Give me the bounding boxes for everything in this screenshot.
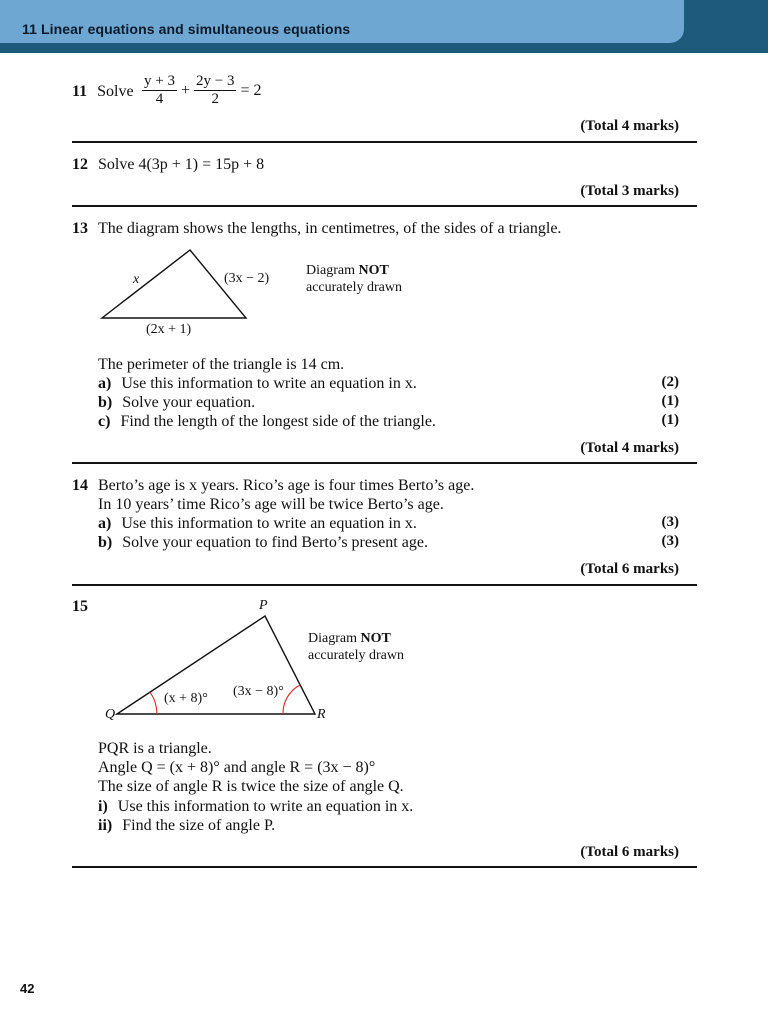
q15-line-3: The size of angle R is twice the size of angle Q. <box>98 778 404 795</box>
vertex-p-label: P <box>259 598 268 613</box>
solve-word: Solve <box>97 83 134 100</box>
question-12 <box>72 155 264 174</box>
part-text: Find the size of angle P. <box>122 817 276 834</box>
question-line-1: Berto’s age is x years. Rico’s age is four times Berto’s age. <box>98 477 475 494</box>
diagram-note-line2: accurately drawn <box>306 280 402 295</box>
q15-total-marks: (Total 6 marks) <box>580 844 679 860</box>
part-label: c) <box>98 413 111 430</box>
part-a <box>98 514 417 533</box>
question-13 <box>72 219 561 238</box>
part-label: b) <box>98 394 113 411</box>
question-number: 11 <box>72 83 88 100</box>
part-b <box>98 533 428 552</box>
question-number: 12 <box>72 156 88 173</box>
divider <box>72 584 697 586</box>
part-b-marks: (3) <box>661 533 679 549</box>
part-text: Use this information to write an equation in x. <box>121 375 417 392</box>
fraction-2-numerator: 2y − 3 <box>196 73 235 89</box>
fraction-1 <box>142 73 177 108</box>
diagram-note <box>306 262 389 279</box>
part-c <box>98 412 436 431</box>
question-14 <box>72 476 474 495</box>
part-text: Use this information to write an equation in x. <box>117 798 414 815</box>
q15-line-1: PQR is a triangle. <box>98 740 212 757</box>
q14-total-marks: (Total 6 marks) <box>580 561 679 577</box>
part-label: i) <box>98 798 108 815</box>
side-label-right: (3x − 2) <box>224 271 270 286</box>
question-text: Solve 4(3p + 1) = 15p + 8 <box>98 156 265 173</box>
part-label: a) <box>98 375 112 392</box>
vertex-r-label: R <box>317 707 326 722</box>
part-label: a) <box>98 515 112 532</box>
triangle-pqr-shape <box>117 616 315 714</box>
part-text: Use this information to write an equation in x. <box>121 515 417 532</box>
note-bold: NOT <box>358 263 389 278</box>
part-label: ii) <box>98 817 113 834</box>
chapter-title: 11 Linear equations and simultaneous equations <box>22 21 351 37</box>
fraction-2 <box>194 73 236 108</box>
note-text: Diagram <box>308 631 357 646</box>
fraction-1-denominator: 4 <box>155 91 164 107</box>
perimeter-statement: The perimeter of the triangle is 14 cm. <box>98 356 345 373</box>
plus-sign: + <box>180 82 190 99</box>
question-11 <box>72 82 134 101</box>
q11-equation <box>142 73 262 108</box>
part-text: Find the length of the longest side of the triangle. <box>120 413 436 430</box>
note-text: Diagram <box>306 263 355 278</box>
part-text: Solve your equation to find Berto’s present age. <box>122 534 428 551</box>
part-b <box>98 393 255 412</box>
divider <box>72 205 697 207</box>
part-a-marks: (2) <box>661 374 679 390</box>
q11-total-marks: (Total 4 marks) <box>580 118 679 134</box>
diagram-note <box>308 630 391 647</box>
part-c-marks: (1) <box>661 412 679 428</box>
angle-q-label: (x + 8)° <box>164 691 208 706</box>
divider <box>72 141 697 143</box>
question-intro: The diagram shows the lengths, in centimetres, of the sides of a triangle. <box>98 220 562 237</box>
vertex-q-label: Q <box>105 707 116 722</box>
part-a-marks: (3) <box>661 514 679 530</box>
part-label: b) <box>98 534 113 551</box>
part-i <box>98 797 413 816</box>
fraction-2-denominator: 2 <box>211 91 219 107</box>
diagram-note-line2: accurately drawn <box>308 648 404 663</box>
equation-rhs: = 2 <box>240 82 262 99</box>
divider <box>72 462 697 464</box>
q12-total-marks: (Total 3 marks) <box>580 183 679 199</box>
note-bold: NOT <box>360 631 391 646</box>
angle-q-arc <box>150 692 157 714</box>
q13-total-marks: (Total 4 marks) <box>580 440 679 456</box>
question-line-2: In 10 years’ time Rico’s age will be twice Berto’s age. <box>98 496 444 513</box>
divider <box>72 866 697 868</box>
question-number: 14 <box>72 477 88 494</box>
part-b-marks: (1) <box>661 393 679 409</box>
side-label-left: x <box>133 272 140 287</box>
part-ii <box>98 816 275 835</box>
question-15-number: 15 <box>72 598 88 615</box>
part-a <box>98 374 417 393</box>
question-number: 13 <box>72 220 88 237</box>
angle-r-arc <box>283 685 300 714</box>
fraction-1-numerator: y + 3 <box>144 73 175 89</box>
part-text: Solve your equation. <box>122 394 256 411</box>
angle-r-label: (3x − 8)° <box>233 684 284 699</box>
triangle-pqr-diagram <box>110 605 330 725</box>
side-label-bottom: (2x + 1) <box>146 322 192 337</box>
page-number: 42 <box>20 981 35 996</box>
q15-line-2: Angle Q = (x + 8)° and angle R = (3x − 8)° <box>98 759 376 776</box>
